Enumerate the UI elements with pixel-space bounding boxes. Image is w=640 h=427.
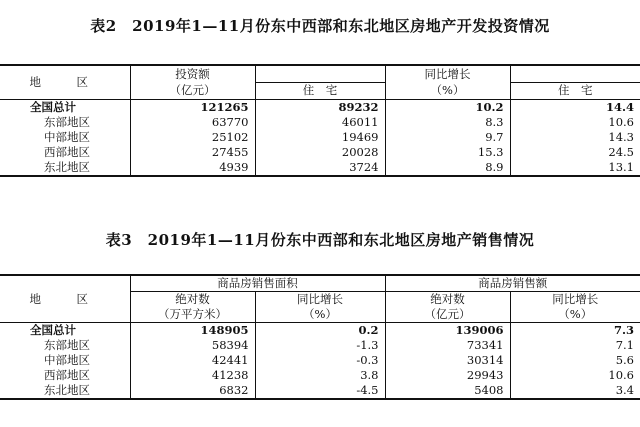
- yoy-housing-cell: 10.6: [510, 115, 640, 130]
- table-row: [0, 353, 640, 368]
- yoy-cell: 8.3: [385, 115, 510, 130]
- region-cell: 中部地区: [44, 353, 90, 367]
- area-cell: 148905: [130, 323, 255, 339]
- sales-cell: 73341: [385, 338, 510, 353]
- area-cell: 41238: [130, 368, 255, 383]
- area-cell: 58394: [130, 338, 255, 353]
- abs-sales-unit-header: （亿元）: [385, 307, 510, 323]
- table-row: [0, 130, 640, 145]
- yoy-cell: 9.7: [385, 130, 510, 145]
- region-cell: 西部地区: [44, 368, 90, 382]
- investment-cell: 4939: [130, 160, 255, 176]
- sales-table: [0, 274, 640, 400]
- yoy-area-header: 同比增长: [255, 292, 385, 308]
- housing-header: 住 宅: [255, 82, 385, 99]
- region-cell: 东部地区: [44, 338, 90, 352]
- investment-cell: 121265: [130, 99, 255, 115]
- region-cell: 东北地区: [44, 383, 90, 397]
- housing-cell: 20028: [255, 145, 385, 160]
- sales-area-group-header: 商品房销售面积: [130, 275, 385, 292]
- area-cell: 6832: [130, 383, 255, 399]
- yoy-housing-cell: 13.1: [510, 160, 640, 176]
- investment-cell: 27455: [130, 145, 255, 160]
- area-yoy-cell: -1.3: [255, 338, 385, 353]
- yoy-housing-cell: 14.3: [510, 130, 640, 145]
- sales-cell: 30314: [385, 353, 510, 368]
- sales-amount-group-header: 商品房销售额: [385, 275, 640, 292]
- yoy-header: 同比增长: [385, 65, 510, 82]
- investment-table: [0, 64, 640, 177]
- abs-area-header: 绝对数: [130, 292, 255, 308]
- yoy-cell: 15.3: [385, 145, 510, 160]
- sales-yoy-cell: 7.1: [510, 338, 640, 353]
- region-cell: 西部地区: [44, 144, 90, 159]
- sales-yoy-cell: 3.4: [510, 383, 640, 399]
- investment-header: 投资额: [130, 65, 255, 82]
- sales-yoy-cell: 7.3: [510, 323, 640, 339]
- region-cell: 东部地区: [44, 114, 90, 129]
- region-cell: 全国总计: [30, 99, 76, 114]
- yoy-sales-header: 同比增长: [510, 292, 640, 308]
- table-row: [0, 115, 640, 130]
- region-header: 地 区: [0, 65, 130, 99]
- table2-title: 表2 2019年1—11月份东中西部和东北地区房地产开发投资情况: [90, 17, 550, 35]
- yoy-cell: 10.2: [385, 99, 510, 115]
- region-cell: 中部地区: [44, 129, 90, 144]
- table3-title: 表3 2019年1—11月份东中西部和东北地区房地产销售情况: [105, 231, 535, 249]
- region-cell: 全国总计: [30, 323, 76, 337]
- area-yoy-cell: -4.5: [255, 383, 385, 399]
- table-row: [0, 368, 640, 383]
- area-cell: 42441: [130, 353, 255, 368]
- yoy-housing-cell: 14.4: [510, 99, 640, 115]
- sales-cell: 139006: [385, 323, 510, 339]
- region-cell: 东北地区: [44, 159, 90, 174]
- yoy-area-unit-header: （%）: [255, 307, 385, 323]
- table-row: [0, 338, 640, 353]
- table-row: [0, 323, 640, 339]
- sales-yoy-cell: 5.6: [510, 353, 640, 368]
- table-row: [0, 99, 640, 115]
- sales-yoy-cell: 10.6: [510, 368, 640, 383]
- housing-cell: 46011: [255, 115, 385, 130]
- investment-cell: 63770: [130, 115, 255, 130]
- table-row: [0, 145, 640, 160]
- sales-cell: 5408: [385, 383, 510, 399]
- yoy-housing-cell: 24.5: [510, 145, 640, 160]
- investment-unit-header: （亿元）: [130, 82, 255, 99]
- area-yoy-cell: 0.2: [255, 323, 385, 339]
- investment-cell: 25102: [130, 130, 255, 145]
- area-yoy-cell: -0.3: [255, 353, 385, 368]
- yoy-sales-unit-header: （%）: [510, 307, 640, 323]
- yoy-cell: 8.9: [385, 160, 510, 176]
- sales-cell: 29943: [385, 368, 510, 383]
- area-yoy-cell: 3.8: [255, 368, 385, 383]
- abs-area-unit-header: （万平方米）: [130, 307, 255, 323]
- housing-cell: 89232: [255, 99, 385, 115]
- yoy-housing-header: 住 宅: [510, 82, 640, 99]
- table-row: [0, 160, 640, 176]
- table-row: [0, 383, 640, 399]
- yoy-unit-header: （%）: [385, 82, 510, 99]
- housing-cell: 3724: [255, 160, 385, 176]
- abs-sales-header: 绝对数: [385, 292, 510, 308]
- housing-cell: 19469: [255, 130, 385, 145]
- region-header: 地 区: [0, 275, 130, 323]
